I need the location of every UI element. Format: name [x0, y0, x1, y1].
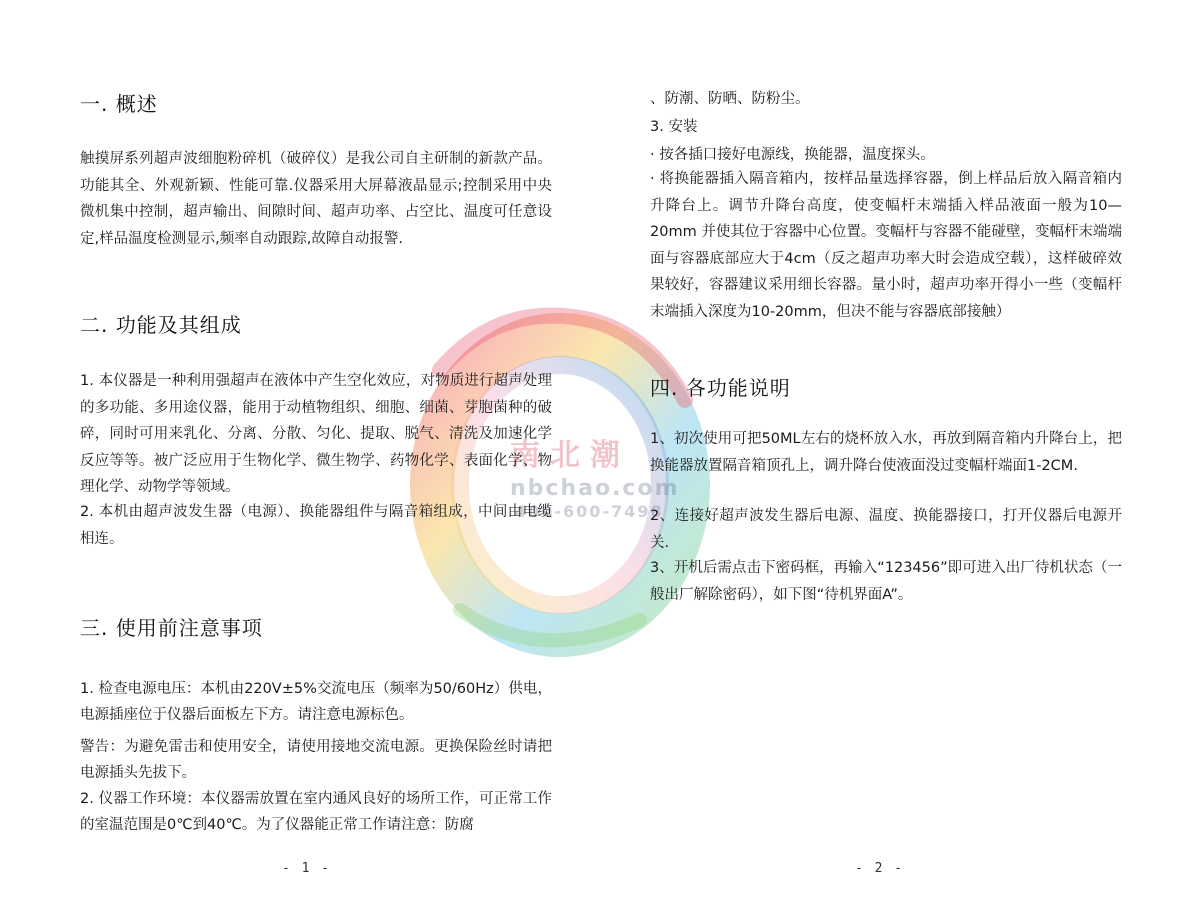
- environment-continued: 、防潮、防晒、防粉尘。: [650, 91, 810, 107]
- section-heading-precautions: 三. 使用前注意事项: [80, 616, 263, 640]
- watermark-phone: 400-600-7498: [515, 502, 664, 521]
- install-step-1: · 按各插口接好电源线，换能器，温度探头。: [650, 147, 935, 163]
- function-desc-item-2: 2、连接好超声波发生器后电源、温度、换能器接口，打开仪器后电源开关.: [650, 508, 1122, 551]
- functions-item-1: 1. 本仪器是一种利用强超声在液体中产生空化效应，对物质进行超声处理的多功能、多用途仪器，能用于动植物组织、细胞、细菌、芽胞菌种的破碎，同时可用来乳化、分离、分散、匀化、提取、脱气、清洗及加速化学反应等等。被广泛应用于生物化学、微生物学、药物化学、表面化学、物理化学、动物学等领域。: [80, 373, 552, 495]
- precautions-item-2: 2. 仪器工作环境：本仪器需放置在室内通风良好的场所工作，可正常工作的室温范围是0℃到40℃。为了仪器能正常工作请注意：防腐: [80, 791, 552, 833]
- page-number-1: - 1 -: [282, 861, 332, 876]
- page-number-2: - 2 -: [855, 861, 905, 876]
- function-desc-item-1: 1、初次使用可把50ML左右的烧杯放入水，再放到隔音箱内升降台上，把换能器放置隔音箱顶孔上，调升降台使液面没过变幅杆端面1-2CM.: [650, 431, 1122, 474]
- section-heading-overview: 一. 概述: [80, 92, 158, 116]
- right-page: [600, 0, 1200, 922]
- install-title: 3. 安装: [650, 119, 698, 135]
- install-step-2: · 将换能器插入隔音箱内，按样品量选择容器，倒上样品后放入隔音箱内升降台上。调节升降台高度，使变幅杆末端插入样品液面一般为10—20mm 并使其位于容器中心位置。变幅杆与容器不能碰壁，变幅杆末端端面与容器底部应大于4cm（反之超声功率大时会造成空载），这样破碎效果较好，容器建议采用细长容器。量小时，超声功率开得小一些（变幅杆末端插入深度为10-20mm，但决不能与容器底部接触）: [650, 171, 1122, 320]
- section-heading-function-desc: 四. 各功能说明: [650, 376, 791, 400]
- overview-paragraph: 触摸屏系列超声波细胞粉碎机（破碎仪）是我公司自主研制的新款产品。功能其全、外观新颖、性能可靠.仪器采用大屏幕液晶显示;控制采用中央微机集中控制，超声输出、间隙时间、超声功率、占空比、温度可任意设定,样品温度检测显示,频率自动跟踪,故障自动报警.: [80, 151, 552, 247]
- watermark-url: nbchao.com: [510, 476, 680, 501]
- watermark-brand: 南北潮: [510, 438, 630, 473]
- section-heading-functions: 二. 功能及其组成: [80, 313, 242, 337]
- functions-item-2: 2. 本机由超声波发生器（电源）、换能器组件与隔音箱组成，中间由电缆相连。: [80, 504, 552, 547]
- precautions-item-1: 1. 检查电源电压：本机由220V±5%交流电压（频率为50/60Hz）供电，电源插座位于仪器后面板左下方。请注意电源标色。: [80, 681, 552, 723]
- precautions-warning: 警告：为避免雷击和使用安全，请使用接地交流电源。更换保险丝时请把电源插头先拔下。: [80, 739, 552, 781]
- function-desc-item-3: 3、开机后需点击下密码框，再输入“123456”即可进入出厂待机状态（一般出厂解除密码），如下图“待机界面A”。: [650, 560, 1122, 603]
